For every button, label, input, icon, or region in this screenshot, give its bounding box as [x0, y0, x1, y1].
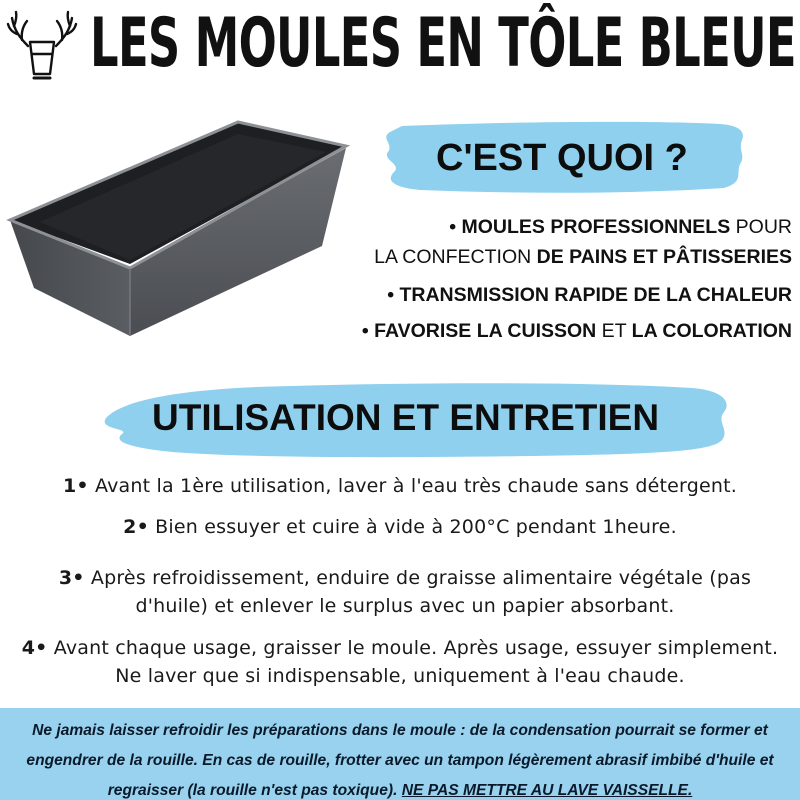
page-title: LES MOULES EN TÔLE BLEUE [90, 4, 796, 83]
step-number: 1• [62, 475, 89, 497]
step-text: Bien essuyer et cuire à vide à 200°C pendant 1heure. [148, 516, 677, 538]
step-text: Avant la 1ère utilisation, laver à l'eau très chaude sans détergent. [88, 475, 738, 497]
feature-highlight: • FAVORISE LA CUISSON [361, 320, 597, 342]
feature-line [387, 282, 792, 308]
feature-text: LA CONFECTION [374, 246, 537, 268]
what-is-heading: C'EST QUOI ? [436, 137, 688, 179]
step-text: Avant chaque usage, graisser le moule. Après usage, essuyer simplement. Ne laver que si indispensable, uniquement à l'eau chaude. [47, 637, 779, 687]
step-number: 4• [21, 637, 48, 659]
feature-highlight: DE PAINS ET PÂTISSERIES [536, 246, 792, 268]
antlers-chef-icon [6, 6, 78, 82]
step-number: 3• [58, 567, 85, 589]
step-text: Après refroidissement, enduire de graisse alimentaire végétale (pas d'huile) et enlever le surplus avec un papier absorbant. [84, 567, 752, 617]
feature-line [449, 214, 792, 240]
care-instructions: Ne jamais laisser refroidir les préparations dans le moule : de la condensation pourrait se former et engendrer de la rouille. En cas de rouille, frotter avec un tampon légèrement abrasif imbibé d'huile et regraisser (la rouille n'est pas toxique). [26, 722, 774, 799]
step-3 [20, 564, 790, 620]
feature-text: ET [596, 320, 632, 342]
warning-text [10, 716, 790, 800]
feature-highlight: • MOULES PROFESSIONNELS [449, 216, 731, 238]
feature-text: POUR [730, 216, 792, 238]
step-number: 2• [123, 516, 149, 538]
feature-line [362, 318, 792, 344]
feature-highlight: • TRANSMISSION RAPIDE DE LA CHALEUR [387, 284, 792, 306]
step-1 [8, 472, 792, 500]
warning-notice [0, 708, 800, 800]
dishwasher-warning: NE PAS METTRE AU LAVE VAISSELLE. [401, 782, 693, 799]
loaf-pan-image [0, 118, 350, 368]
feature-line [374, 244, 792, 270]
step-4 [10, 634, 790, 690]
step-2 [8, 513, 792, 541]
feature-highlight: LA COLORATION [631, 320, 792, 342]
usage-heading: UTILISATION ET ENTRETIEN [152, 397, 660, 438]
